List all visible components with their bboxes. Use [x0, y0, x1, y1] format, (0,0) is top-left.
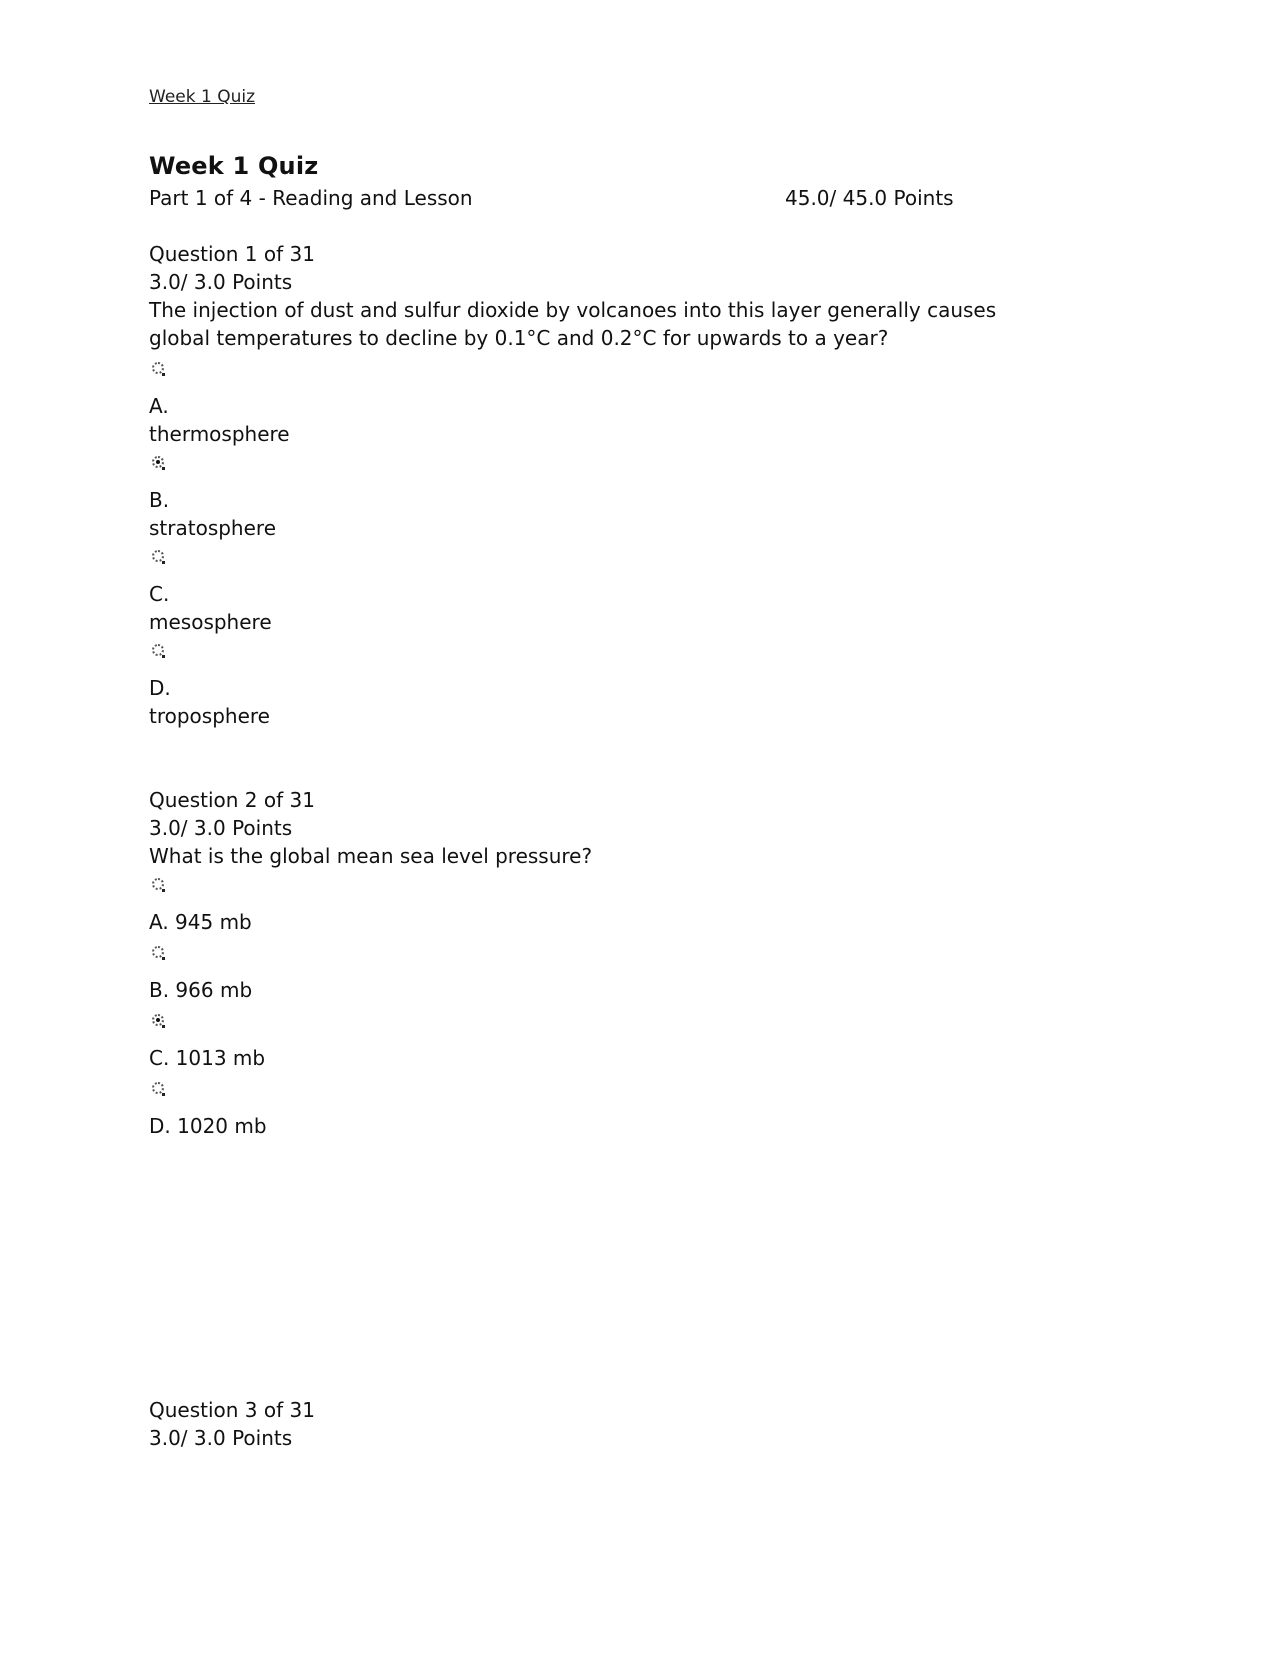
q2-option-a-label: A. 945 mb — [149, 910, 252, 934]
quiz-page — [149, 0, 1149, 1656]
q1-option-d-letter: D. — [149, 676, 171, 700]
q1-option-d-radio[interactable] — [152, 644, 164, 656]
question-1-text: The injection of dust and sulfur dioxide by volcanoes into this layer generally causes global temperatures to decline by 0.1°C and 0.2°C for upwards to a year? — [149, 298, 997, 350]
part-points: 45.0/ 45.0 Points — [785, 186, 954, 210]
question-3-points: 3.0/ 3.0 Points — [149, 1426, 293, 1450]
q1-option-a-label: thermosphere — [149, 422, 290, 446]
question-2-number: Question 2 of 31 — [149, 788, 315, 812]
q1-option-b-label: stratosphere — [149, 516, 277, 540]
q1-option-c-radio[interactable] — [152, 550, 164, 562]
q1-option-d-label: troposphere — [149, 704, 270, 728]
question-2-points: 3.0/ 3.0 Points — [149, 816, 293, 840]
q2-option-b-label: B. 966 mb — [149, 978, 253, 1002]
q1-option-c-letter: C. — [149, 582, 170, 606]
q2-option-c-radio[interactable] — [152, 1014, 164, 1026]
q2-option-d-label: D. 1020 mb — [149, 1114, 267, 1138]
breadcrumb-link[interactable]: Week 1 Quiz — [149, 87, 256, 107]
q1-option-a-radio[interactable] — [152, 362, 164, 374]
question-3-number: Question 3 of 31 — [149, 1398, 315, 1422]
page-title: Week 1 Quiz — [149, 152, 319, 180]
q1-option-a-letter: A. — [149, 394, 169, 418]
question-1-points: 3.0/ 3.0 Points — [149, 270, 293, 294]
question-1-number: Question 1 of 31 — [149, 242, 315, 266]
q2-option-d-radio[interactable] — [152, 1082, 164, 1094]
q1-option-c-label: mesosphere — [149, 610, 272, 634]
q2-option-a-radio[interactable] — [152, 878, 164, 890]
q1-option-b-radio[interactable] — [152, 456, 164, 468]
q2-option-c-label: C. 1013 mb — [149, 1046, 266, 1070]
question-2-text: What is the global mean sea level pressure? — [149, 844, 593, 868]
q1-option-b-letter: B. — [149, 488, 170, 512]
part-label: Part 1 of 4 - Reading and Lesson — [149, 186, 473, 210]
q2-option-b-radio[interactable] — [152, 946, 164, 958]
